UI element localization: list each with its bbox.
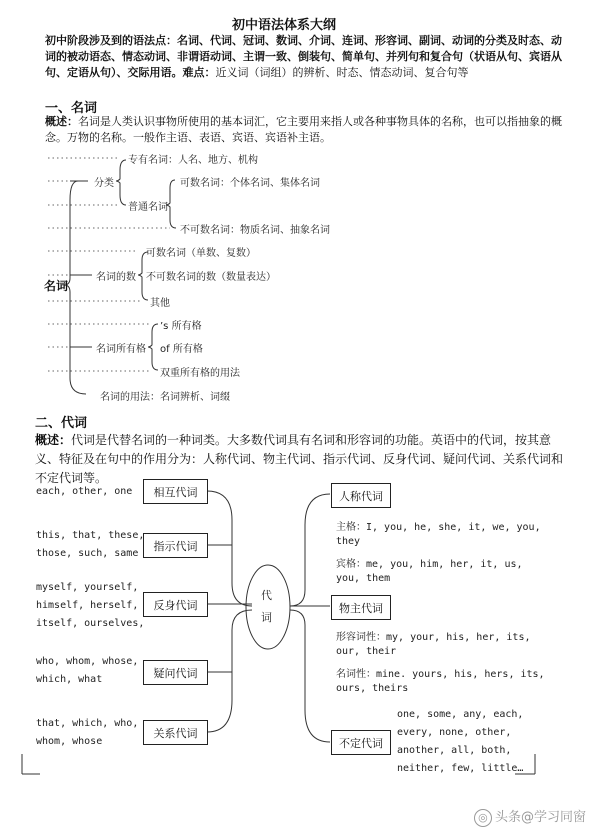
watermark-logo-icon: ◎ bbox=[474, 809, 492, 827]
personal-pronoun-line: 主格：I, you, he, she, it, we, you, bbox=[336, 522, 541, 533]
noun-usage: 名词的用法：名词辨析、词缀 bbox=[100, 392, 230, 403]
noun-overview-label: 概述： bbox=[45, 115, 78, 128]
watermark bbox=[474, 806, 586, 827]
reflexive-pronoun-box: 反身代词 bbox=[143, 592, 208, 617]
pronoun-overview-text: 代词是代替名词的一种词类。大多数代词具有名词和形容词的功能。英语中的代词，按其意义、特征及在句中的作用分为：人称代词、物主代词、指示代词、反身代词、疑问代词、关系代词和不定代词等。 bbox=[35, 433, 564, 485]
noun-common: 普通名词 bbox=[128, 202, 168, 213]
noun-of-possessive: of 所有格 bbox=[160, 344, 203, 355]
reflexive-examples-line: itself, ourselves, bbox=[36, 618, 145, 629]
indefinite-pronoun-line: every, none, other, bbox=[397, 727, 512, 738]
personal-pronoun-box: 人称代词 bbox=[331, 483, 391, 508]
noun-number: 名词的数 bbox=[96, 272, 136, 283]
possessive-pronoun-line: ours, theirs bbox=[336, 683, 409, 694]
possessive-pronoun-box: 物主代词 bbox=[331, 595, 391, 620]
relative-pronoun-box: 关系代词 bbox=[143, 720, 208, 745]
noun-uncountable: 不可数名词：物质名词、抽象名词 bbox=[180, 225, 330, 236]
indefinite-pronoun-line: another, all, both, bbox=[397, 745, 512, 756]
demonstrative-pronoun-box: 指示代词 bbox=[143, 533, 208, 558]
reflexive-examples-line: myself, yourself, bbox=[36, 582, 139, 593]
indefinite-pronoun-box: 不定代词 bbox=[331, 730, 391, 755]
relative-examples-line: that, which, who, bbox=[36, 718, 139, 729]
personal-pronoun-line: you, them bbox=[336, 573, 391, 584]
noun-proper: 专有名词：人名、地方、机构 bbox=[128, 155, 258, 166]
possessive-pronoun-line: 形容词性：my, your, his, her, its, bbox=[336, 632, 531, 643]
document-title: 初中语法体系大纲 bbox=[232, 18, 337, 33]
possessive-pronoun-line: 名词性：mine. yours, his, hers, its, bbox=[336, 669, 545, 680]
noun-overview-text: 名词是人类认识事物所使用的基本词汇，它主要用来指人或各种事物具体的名称，也可以指抽象的概念。万物的名称。一般作主语、表语、宾语、宾语补主语。 bbox=[45, 115, 562, 144]
relative-examples-line: whom, whose bbox=[36, 736, 103, 747]
reciprocal-pronoun-box: 相互代词 bbox=[143, 479, 208, 504]
interrogative-examples-line: which, what bbox=[36, 674, 103, 685]
possessive-pronoun-line: our, their bbox=[336, 646, 397, 657]
noun-heading: 一、名词 bbox=[45, 101, 98, 116]
noun-root: 名词 bbox=[44, 279, 69, 293]
difficulty-text: 近义词（词组）的辨析、时态、情态动词、复合句等 bbox=[215, 66, 469, 79]
interrogative-pronoun-box: 疑问代词 bbox=[143, 660, 208, 685]
noun-other: 其他 bbox=[150, 298, 170, 309]
noun-double-possessive: 双重所有格的用法 bbox=[160, 368, 240, 379]
reciprocal-examples-line: each, other, one bbox=[36, 486, 133, 497]
interrogative-examples-line: who, whom, whose, bbox=[36, 656, 139, 667]
noun-classification: 分类 bbox=[94, 178, 114, 189]
intro-lead: 初中阶段涉及到的语法点：名词、代词、冠词、数词、介词、连词、形容词、副词、动词的分类及时态、动词的被动语态、情态动词、非谓语动词、主谓一致、倒装句、简单句、并列句和复合句（状语从句、宾语从句、定语从句）、交际用语。 bbox=[45, 34, 562, 79]
reflexive-examples-line: himself, herself, bbox=[36, 600, 139, 611]
noun-s-possessive: ’s 所有格 bbox=[160, 321, 202, 332]
indefinite-pronoun-line: one, some, any, each, bbox=[397, 709, 524, 720]
pronoun-heading: 二、代词 bbox=[35, 416, 88, 431]
noun-possessive: 名词所有格 bbox=[96, 344, 146, 355]
pronoun-overview-label: 概述： bbox=[35, 433, 72, 447]
watermark-text: 头条@学习同窗 bbox=[494, 810, 586, 825]
pronoun-center: 代词 bbox=[261, 589, 272, 624]
noun-countable-number: 可数名词（单数、复数） bbox=[146, 248, 256, 259]
indefinite-pronoun-line: neither, few, little… bbox=[397, 763, 524, 774]
personal-pronoun-line: they bbox=[336, 536, 361, 547]
personal-pronoun-line: 宾格：me, you, him, her, it, us, bbox=[336, 559, 523, 570]
noun-uncountable-number: 不可数名词的数（数量表达） bbox=[146, 272, 276, 283]
demonstrative-examples-line: those, such, same bbox=[36, 548, 139, 559]
demonstrative-examples-line: this, that, these, bbox=[36, 530, 145, 541]
difficulty-label: 难点： bbox=[182, 66, 216, 79]
noun-countable: 可数名词：个体名词、集体名词 bbox=[180, 178, 320, 189]
